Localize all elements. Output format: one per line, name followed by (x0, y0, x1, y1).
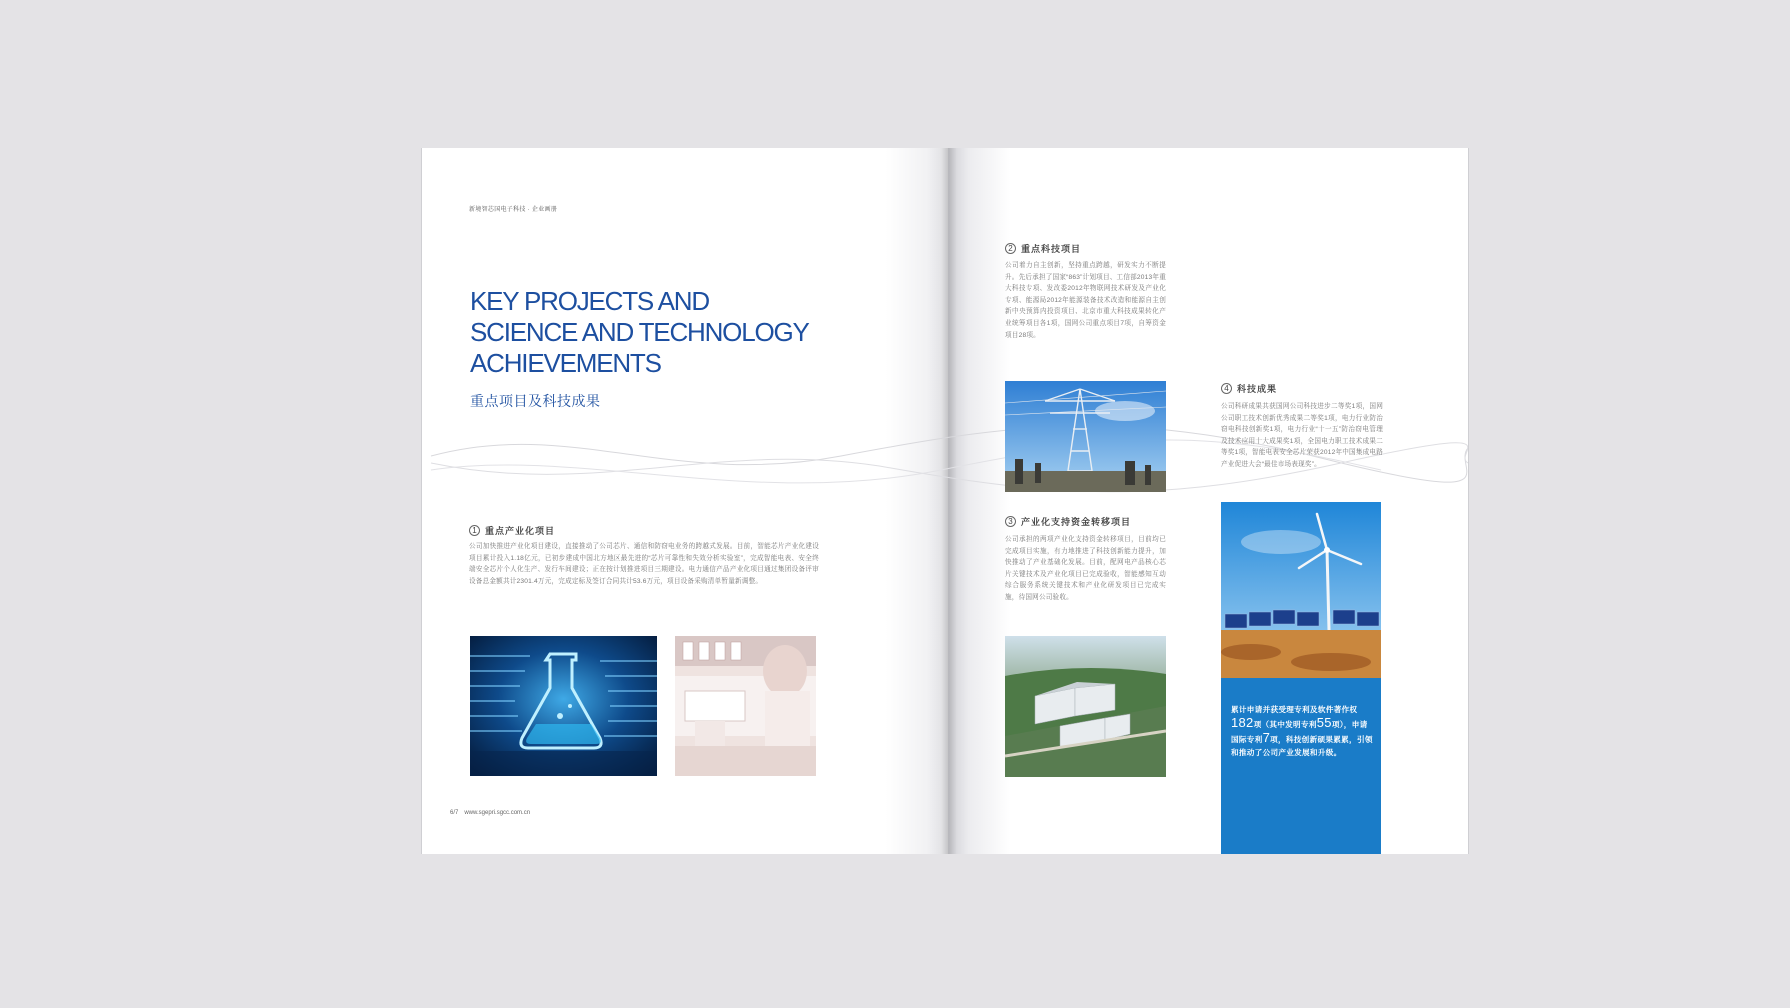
callout-line-2b: 项），申请国际专利 (1231, 720, 1368, 744)
title-chinese: 重点项目及科技成果 (470, 393, 601, 409)
factory-aerial-image (1005, 636, 1166, 777)
brochure-spread (421, 148, 1468, 854)
wind-solar-image (1221, 502, 1381, 678)
callout-number-7: 7 (1262, 730, 1271, 745)
section-number-badge: 3 (1005, 516, 1016, 527)
callout-line-3: 项，科技创新硕果累累，引领和推动了公司产业发展和升级。 (1231, 735, 1373, 757)
callout-number-182: 182 (1231, 715, 1254, 730)
callout-line-1: 累计申请并获受理专利及软件著作权 (1231, 705, 1358, 714)
running-head: 新境智芯国电子科技 · 企业画册 (469, 207, 558, 213)
gutter-shadow (941, 148, 957, 854)
flask-circuit-image (470, 636, 657, 776)
page-folio (450, 810, 530, 816)
laboratory-image (675, 636, 816, 776)
section-2-body: 公司着力自主创新，坚持重点跨越，研发实力不断提升。先后承担了国家“863”计划项目、工信部2013年重大科技专项、发改委2012年物联网技术研发及产业化专项、能源局2012年能源装备技术改造和能源自主创新中央预算内投资项目、北京市重大科技成果转化产业统筹项目各1项，国网公司重点项目7项，自筹资金项目28项。 (1005, 262, 1166, 339)
power-pylon-image (1005, 381, 1166, 492)
section-2-title: 重点科技项目 (1021, 244, 1082, 254)
section-4-heading (1221, 382, 1277, 395)
section-number-badge: 1 (469, 525, 480, 536)
section-3-title: 产业化支持资金转移项目 (1021, 517, 1132, 527)
page-number: 6/7 (450, 810, 459, 816)
callout-line-2a: 项（其中发明专利 (1253, 720, 1317, 729)
section-1-title: 重点产业化项目 (485, 526, 556, 536)
achievement-callout-text (1231, 703, 1373, 759)
left-page (421, 148, 949, 854)
website-url: www.sgepri.sgcc.com.cn (464, 810, 531, 816)
section-number-badge: 2 (1005, 243, 1016, 254)
section-4-body: 公司科研成果共获国网公司科技进步二等奖1项，国网公司职工技术创新优秀成果二等奖1项，电力行业防治窃电科技创新奖1项，电力行业“十一五”防治窃电管理及技术应用十大成果奖1项，全国电力职工技术成果二等奖1项，智能电表安全芯片荣获2012年中国集成电路产业促进大会“最佳市场表现奖”。 (1221, 403, 1384, 468)
section-2-heading (1005, 242, 1081, 255)
section-1-heading (469, 524, 555, 537)
section-3-heading (1005, 515, 1131, 528)
title-line-3: ACHIEVEMENTS (470, 348, 661, 378)
section-number-badge: 4 (1221, 383, 1232, 394)
section-4-title: 科技成果 (1237, 384, 1278, 394)
title-line-2: SCIENCE AND TECHNOLOGY (470, 317, 809, 347)
callout-number-55: 55 (1316, 715, 1332, 730)
title-line-1: KEY PROJECTS AND (470, 286, 709, 316)
section-3-body: 公司承担的两项产业化支持资金转移项目，目前均已完成项目实施，有力地推进了科技创新能力提升，加快推动了产业基础化发展。目前，配网电产品核心芯片关键技术及产业化项目已完成验收，智能感知互动综合服务系统关键技术和产业化研发项目已完成实施，待国网公司验收。 (1005, 536, 1166, 601)
section-1-body: 公司加快推进产业化项目建设，直接推动了公司芯片、通信和防窃电业务的跨越式发展。目前，智能芯片产业化建设项目累计投入1.18亿元，已初步建成中国北方地区最先进的“芯片可靠性和失效分析实验室”，完成智能电表、安全终端安全芯片个人化生产、发行车间建设；正在按计划推进项目三期建设。电力通信产品产业化项目通过集团设备评审设备总金额共计2301.4万元，完成定标及签订合同共计53.6万元，项目设备采购清单暂量新调整。 (469, 543, 819, 585)
title-english (470, 286, 890, 379)
